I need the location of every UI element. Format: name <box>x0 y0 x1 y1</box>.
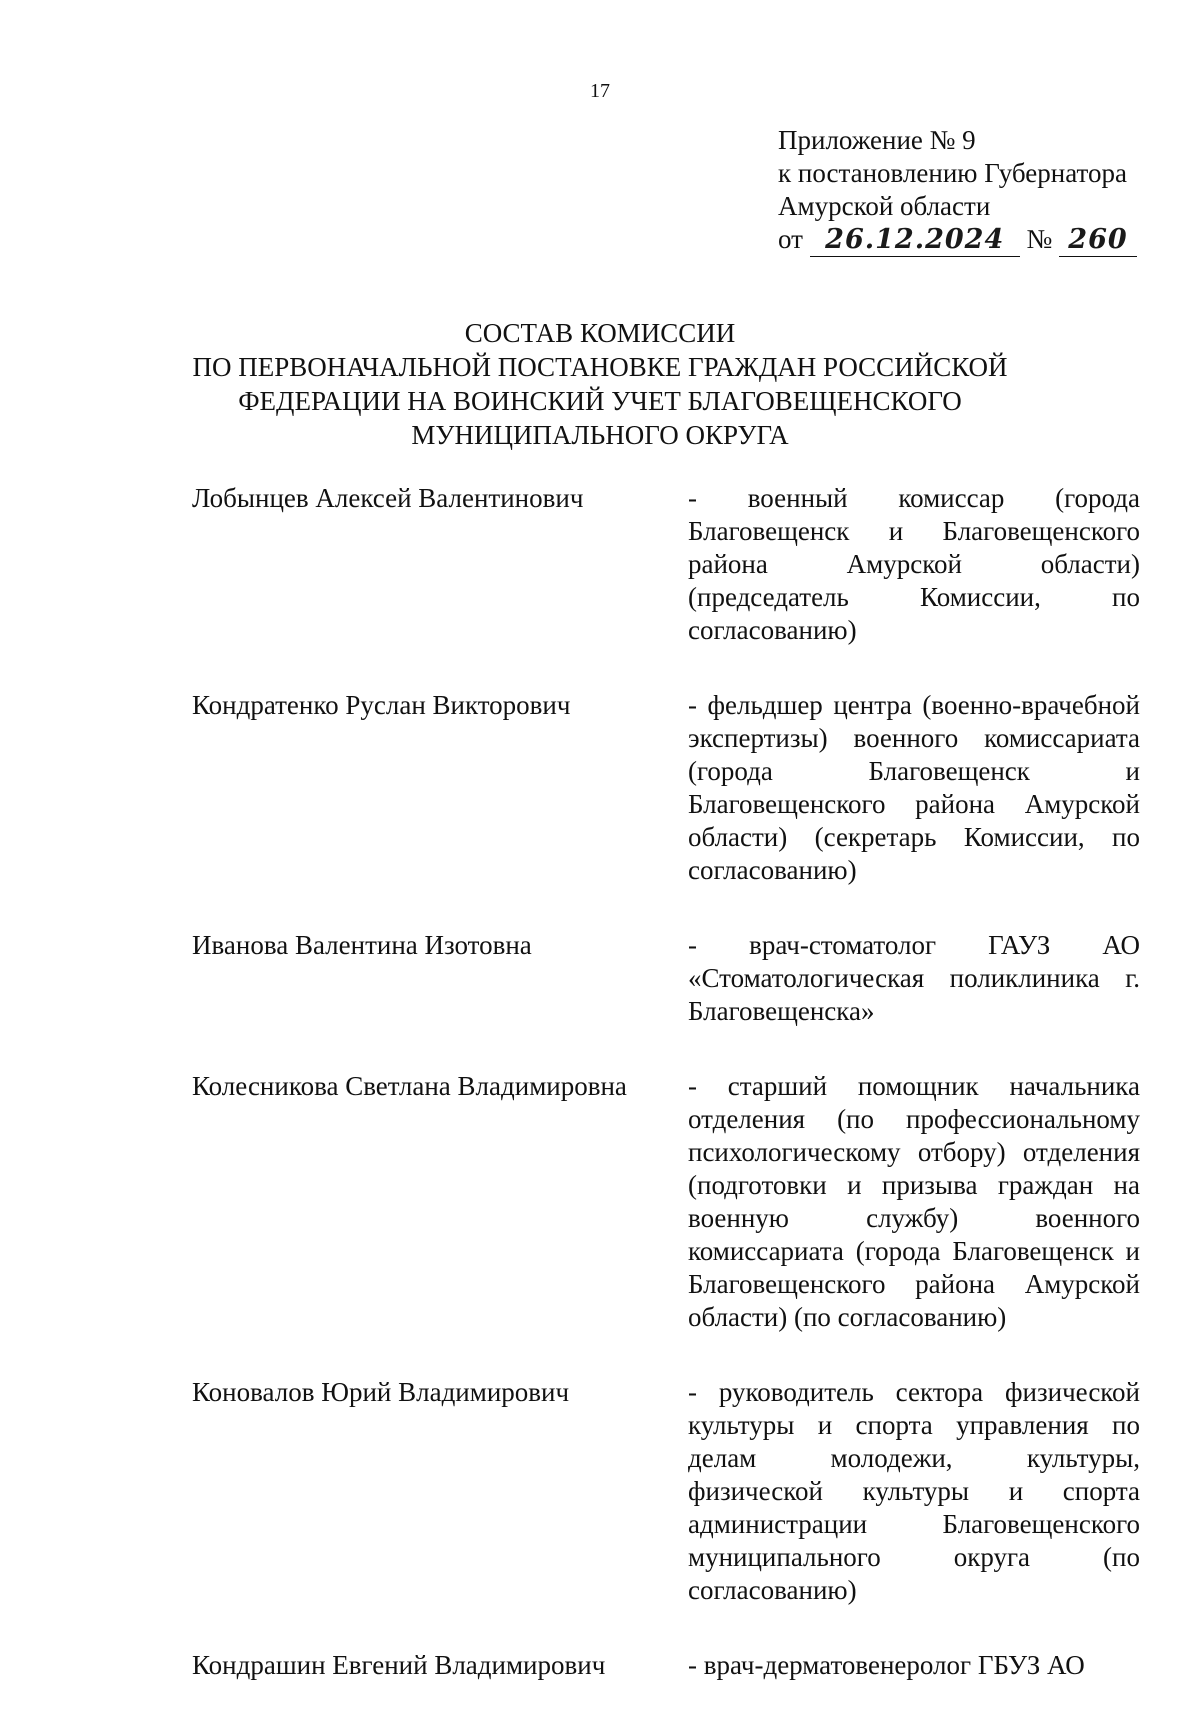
member-role: - военный комиссар (города Благовещенск и Благовещенского района Амурской области) (председатель Комиссии, по согласованию) <box>688 483 1140 645</box>
page-number: 17 <box>590 80 610 102</box>
member-row <box>192 482 1140 647</box>
title-line-2: ПО ПЕРВОНАЧАЛЬНОЙ ПОСТАНОВКЕ ГРАЖДАН РОССИЙСКОЙ <box>192 352 1008 382</box>
member-role: - врач-стоматолог ГАУЗ АО «Стоматологическая поликлиника г. Благовещенска» <box>688 930 1140 1026</box>
member-name: Иванова Валентина Изотовна <box>192 930 532 960</box>
number-prefix: № <box>1026 224 1053 254</box>
commission-members-list <box>192 482 1140 1724</box>
member-row <box>192 1649 1140 1682</box>
member-name: Лобынцев Алексей Валентинович <box>192 483 584 513</box>
date-prefix: от <box>778 224 803 254</box>
member-name: Коновалов Юрий Владимирович <box>192 1377 570 1407</box>
member-name: Кондратенко Руслан Викторович <box>192 690 571 720</box>
member-row <box>192 1376 1140 1607</box>
member-row <box>192 929 1140 1028</box>
appendix-line-1: Приложение № 9 <box>778 125 976 155</box>
member-name: Колесникова Светлана Владимировна <box>192 1071 627 1101</box>
member-role: - руководитель сектора физической культуры и спорта управления по делам молодежи, культуры, физической культуры и спорта администрации Благовещенского муниципального округа (по согласованию) <box>688 1377 1140 1605</box>
title-line-4: МУНИЦИПАЛЬНОГО ОКРУГА <box>411 420 789 450</box>
member-row <box>192 1070 1140 1334</box>
appendix-date-line <box>778 223 1137 257</box>
member-row <box>192 689 1140 887</box>
title-line-1: СОСТАВ КОМИССИИ <box>464 318 736 348</box>
handwritten-number: 260 <box>1059 223 1137 257</box>
member-role: - старший помощник начальника отделения (по профессиональному психологическому отбору) отделения (подготовки и призыва граждан на военную службу) военного комиссариата (города Благовещенск и Благовещенского района Амурской области) (по согласованию) <box>688 1071 1140 1332</box>
appendix-header <box>778 124 1137 257</box>
member-name: Кондрашин Евгений Владимирович <box>192 1650 606 1680</box>
member-role: - врач-дерматовенеролог ГБУЗ АО <box>688 1650 1085 1680</box>
document-title <box>0 316 1200 452</box>
title-line-3: ФЕДЕРАЦИИ НА ВОИНСКИЙ УЧЕТ БЛАГОВЕЩЕНСКОГО <box>238 386 962 416</box>
appendix-line-2: к постановлению Губернатора <box>778 158 1127 188</box>
appendix-line-3: Амурской области <box>778 191 991 221</box>
handwritten-date: 26.12.2024 <box>810 223 1020 257</box>
member-role: - фельдшер центра (военно-врачебной экспертизы) военного комиссариата (города Благовещенск и Благовещенского района Амурской области) (секретарь Комиссии, по согласованию) <box>688 690 1140 885</box>
